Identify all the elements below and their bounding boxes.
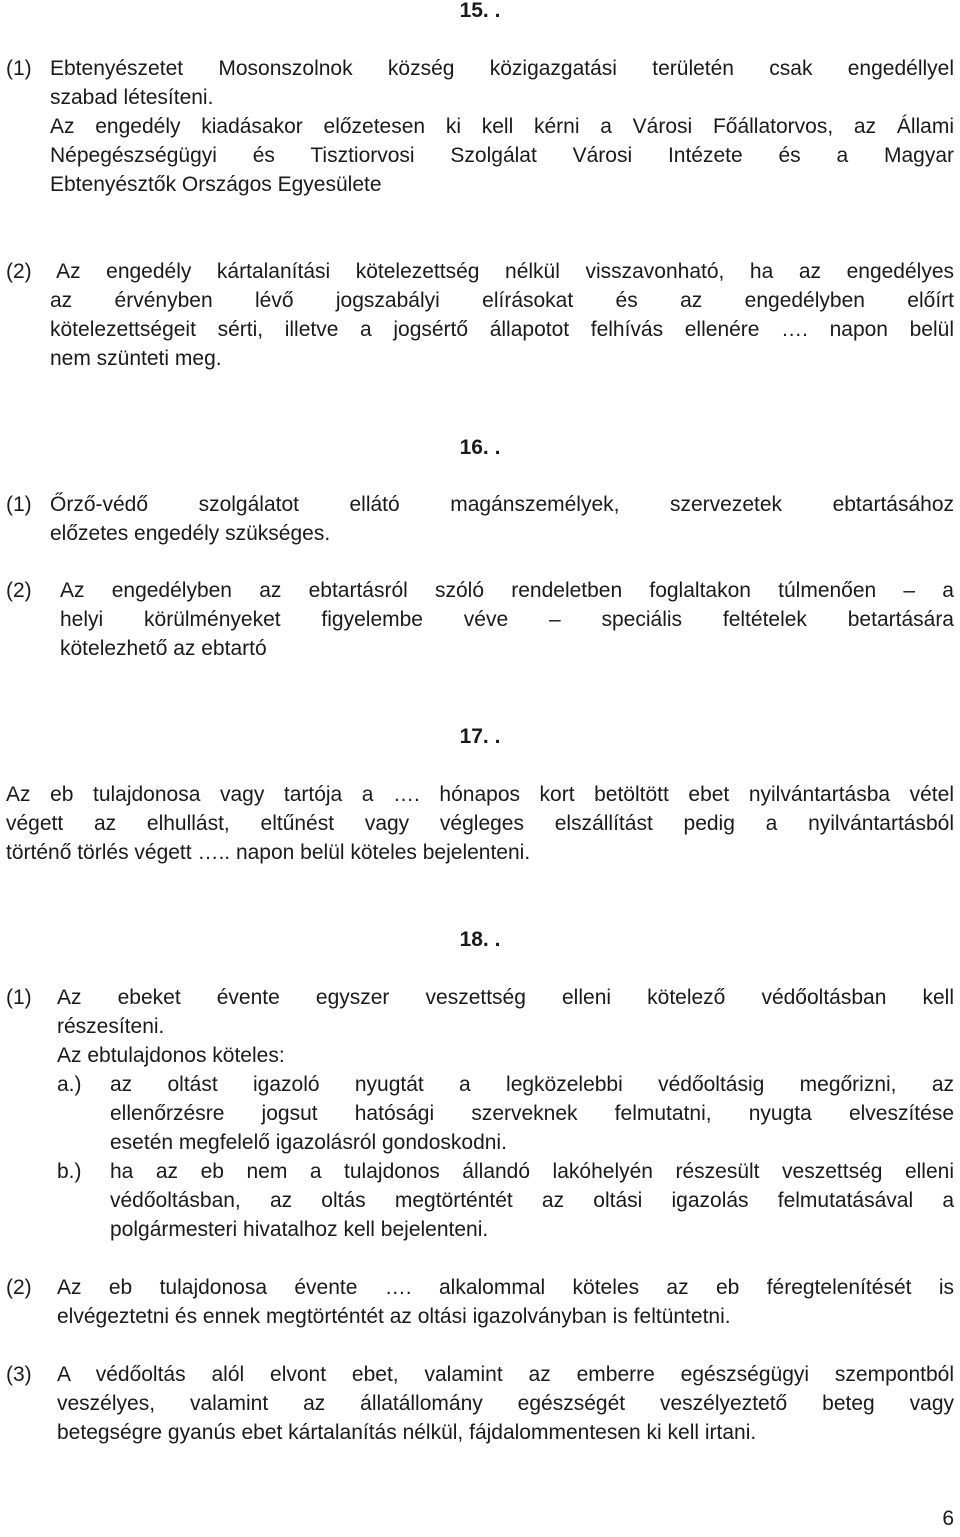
s15-p2-text xyxy=(6,257,954,373)
s18-p2-text xyxy=(57,1273,954,1331)
s16-p1-line: Őrző-védő szolgálatot ellátó magánszemélyek, szervezetek ebtartásához xyxy=(50,493,954,516)
s15-p1b-line: Ebtenyésztők Országos Egyesülete xyxy=(50,173,382,196)
s16-p2-line: kötelezhető az ebtartó xyxy=(60,637,267,660)
s15-p2-line: kötelezettségeit sérti, illetve a jogsértő állapotot felhívás ellenére …. napon belül xyxy=(50,318,954,341)
s18-b-line: polgármesteri hivatalhoz kell bejelenteni. xyxy=(110,1218,489,1241)
s16-p1-text xyxy=(50,490,954,548)
s16-p2-line: Az engedélyben az ebtartásról szóló rendeletben foglaltakon túlmenően – a xyxy=(60,579,954,602)
s16-p2-text xyxy=(60,576,954,663)
s18-p1-line: részesíteni. xyxy=(57,1015,165,1038)
s15-p2-line: az érvényben lévő jogszabályi elírásokat és az engedélyben előírt xyxy=(50,289,954,312)
s15-p1-line: szabad létesíteni. xyxy=(50,86,214,109)
s18-b-text xyxy=(110,1157,954,1244)
s18-b-label: b.) xyxy=(57,1160,82,1183)
s17-line: történő törlés végett ….. napon belül köteles bejelenteni. xyxy=(6,841,531,864)
s16-p1-number: (1) xyxy=(6,493,32,516)
s18-a-line: esetén megfelelő igazolásról gondoskodni. xyxy=(110,1131,507,1154)
s18-b-line: ha az eb nem a tulajdonos állandó lakóhelyén részesült veszettség elleni xyxy=(110,1160,954,1183)
s18-owner-line: Az ebtulajdonos köteles: xyxy=(57,1044,285,1067)
s18-p1-text xyxy=(57,983,954,1041)
s18-a-line: ellenőrzésre jogsut hatósági szerveknek felmutatni, nyugta elveszítése xyxy=(110,1102,954,1125)
s18-p3-line: veszélyes, valamint az állatállomány egészségét veszélyeztető beteg vagy xyxy=(57,1392,954,1415)
s15-p2-line: nem szünteti meg. xyxy=(50,347,222,370)
s15-p1-number: (1) xyxy=(6,57,32,80)
s18-p3-number: (3) xyxy=(6,1363,32,1386)
s15-p1-text xyxy=(50,54,954,112)
s15-p1-line: Ebtenyészetet Mosonszolnok község közigazgatási területén csak engedéllyel xyxy=(50,57,954,80)
s15-p1b-line: Az engedély kiadásakor előzetesen ki kell kérni a Városi Főállatorvos, az Állami xyxy=(50,115,954,138)
s18-a-text xyxy=(110,1070,954,1157)
s15-p1b-line: Népegészségügyi és Tisztiorvosi Szolgálat Városi Intézete és a Magyar xyxy=(50,144,954,167)
s15-p1b-text xyxy=(50,112,954,199)
section-16-title: 16. . xyxy=(459,436,501,459)
s17-line: végett az elhullást, eltűnést vagy végleges elszállítást pedig a nyilvántartásból xyxy=(6,812,954,835)
section-15-title: 15. . xyxy=(459,0,501,22)
s17-line: Az eb tulajdonosa vagy tartója a …. hónapos kort betöltött ebet nyilvántartásba vétel xyxy=(6,783,954,806)
s18-p1-line: Az ebeket évente egyszer veszettség elleni kötelező védőoltásban kell xyxy=(57,986,954,1009)
s18-a-line: az oltást igazoló nyugtát a legközelebbi védőoltásig megőrizni, az xyxy=(110,1073,954,1096)
s18-p3-line: betegségre gyanús ebet kártalanítás nélkül, fájdalommentesen ki kell irtani. xyxy=(57,1421,757,1444)
s17-text xyxy=(6,780,954,867)
s18-p3-line: A védőoltás alól elvont ebet, valamint az emberre egészségügyi szempontból xyxy=(57,1363,954,1386)
s18-b-line: védőoltásban, az oltás megtörténtét az oltási igazolás felmutatásával a xyxy=(110,1189,954,1212)
page-number: 6 xyxy=(942,1507,954,1530)
s18-p3-text xyxy=(57,1360,954,1447)
s16-p1-line: előzetes engedély szükséges. xyxy=(50,522,331,545)
s15-p2-line: (2) Az engedély kártalanítási kötelezettség nélkül visszavonható, ha az engedélyes xyxy=(6,260,954,283)
s18-p2-number: (2) xyxy=(6,1276,32,1299)
s18-a-label: a.) xyxy=(57,1073,82,1096)
section-17-title: 17. . xyxy=(459,725,501,748)
s18-p1-number: (1) xyxy=(6,986,32,1009)
s16-p2-line: helyi körülményeket figyelembe véve – speciális feltételek betartására xyxy=(60,608,954,631)
s18-p2-line: Az eb tulajdonosa évente …. alkalommal köteles az eb féregtelenítését is xyxy=(57,1276,954,1299)
section-18-title: 18. . xyxy=(459,928,501,951)
s18-p2-line: elvégeztetni és ennek megtörténtét az oltási igazolványban is feltüntetni. xyxy=(57,1305,731,1328)
s16-p2-number: (2) xyxy=(6,579,32,602)
